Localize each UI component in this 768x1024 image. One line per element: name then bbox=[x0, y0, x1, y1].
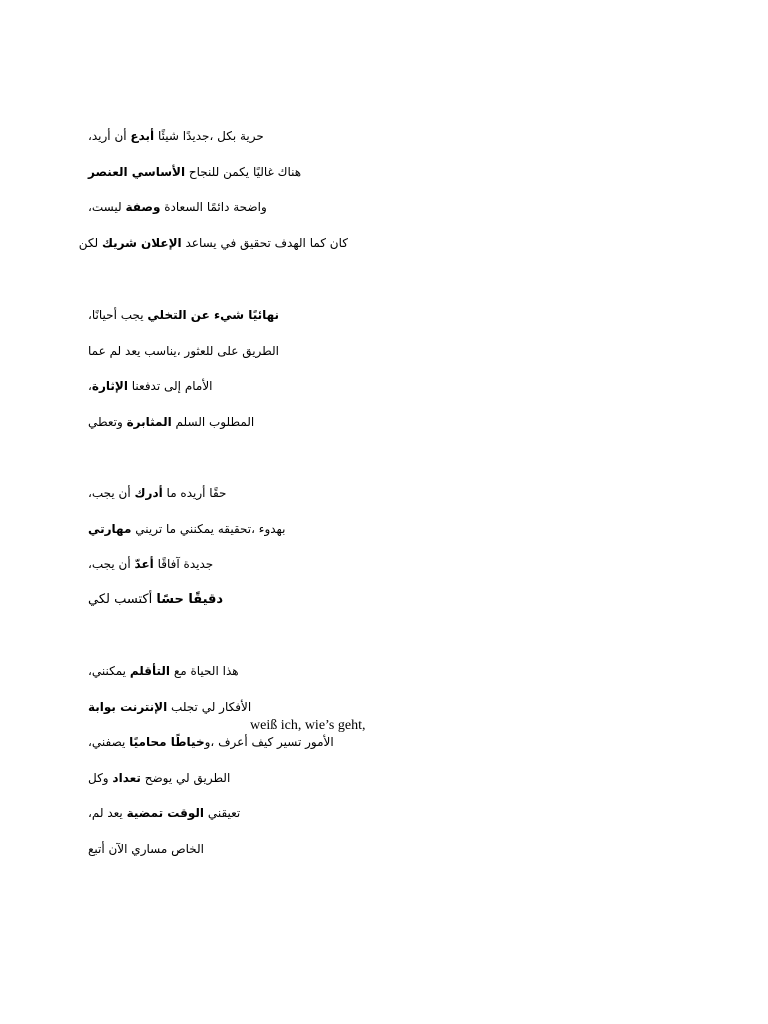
line-text: الخاص مساري الآن أتبع bbox=[88, 842, 204, 856]
line-text: الأفكار لي تجلب bbox=[167, 700, 252, 714]
poem-line bbox=[88, 734, 348, 750]
line-text: هناك غاليًا يكمن للنجاح bbox=[185, 165, 302, 179]
poem-line bbox=[88, 307, 348, 323]
emphasis-text: أعدّ bbox=[134, 557, 154, 571]
poem-line bbox=[88, 805, 348, 821]
emphasis-text: الإنترنت بوابة bbox=[88, 700, 168, 714]
emphasis-text: خياطًا محاميًا bbox=[129, 735, 205, 749]
line-text: وكل bbox=[88, 771, 113, 785]
line-text: يصفني، bbox=[88, 735, 130, 749]
emphasis-text: الأساسي العنصر bbox=[88, 165, 186, 179]
line-text: تعيقني bbox=[204, 806, 241, 820]
line-text: لكن bbox=[78, 236, 102, 250]
poem-line bbox=[88, 164, 348, 180]
line-text: أن يجب، bbox=[88, 557, 135, 571]
overlay-latin-text: weiß ich, wie’s geht, bbox=[250, 718, 366, 733]
line-text: الطريق لي يوضح bbox=[140, 771, 231, 785]
poem-line bbox=[88, 556, 348, 572]
poem-line bbox=[88, 770, 348, 786]
line-text: أن أريد، bbox=[88, 129, 131, 143]
poem-line bbox=[88, 663, 348, 679]
line-text: ، bbox=[88, 379, 92, 393]
poem-line bbox=[88, 485, 348, 501]
line-text: يجب أحيانًا، bbox=[88, 308, 148, 322]
line-text: المطلوب السلم bbox=[171, 415, 255, 429]
poem-line bbox=[88, 592, 348, 608]
emphasis-text: وصفة bbox=[125, 200, 161, 214]
poem-line bbox=[88, 521, 348, 537]
line-text: واضحة دائمًا السعادة bbox=[160, 200, 267, 214]
emphasis-text: تعداد bbox=[112, 771, 141, 785]
line-text: جديدة آفاقًا bbox=[153, 557, 214, 571]
poem-line bbox=[88, 414, 348, 430]
line-text: كان كما الهدف تحقيق في يساعد bbox=[181, 236, 348, 250]
emphasis-text: الوقت تمضية bbox=[126, 806, 205, 820]
emphasis-text: المثابرة bbox=[126, 415, 172, 429]
emphasis-text: دقيقًا حسًا bbox=[156, 592, 224, 607]
poem-line bbox=[78, 235, 348, 251]
emphasis-text: أبدع bbox=[130, 129, 155, 143]
line-text: الأمام إلى تدفعنا bbox=[127, 379, 213, 393]
poem-line bbox=[88, 841, 348, 857]
line-text: هذا الحياة مع bbox=[170, 664, 239, 678]
line-text: حرية بكل ،جديدًا شيئًا bbox=[154, 129, 264, 143]
line-text: يمكنني، bbox=[88, 664, 130, 678]
line-text: ليست، bbox=[88, 200, 126, 214]
emphasis-text: أدرك bbox=[134, 486, 163, 500]
poem-line bbox=[88, 378, 348, 394]
line-text: يعد لم، bbox=[88, 806, 127, 820]
line-text: بهدوء ،تحقيقه يمكنني ما تريني bbox=[131, 522, 286, 536]
line-text: الطريق على للعثور ،يناسب يعد لم عما bbox=[88, 344, 280, 358]
line-text: حقًا أريده ما bbox=[162, 486, 227, 500]
emphasis-text: الإثارة bbox=[91, 379, 128, 393]
line-text: الأمور تسير كيف أعرف ،و bbox=[204, 735, 334, 749]
poem-line bbox=[88, 699, 348, 715]
line-text: وتعطي bbox=[88, 415, 127, 429]
poem-line bbox=[88, 128, 348, 144]
emphasis-text: الإعلان شريك bbox=[101, 236, 182, 250]
emphasis-text: التأقلم bbox=[129, 664, 171, 678]
poem-line bbox=[88, 199, 348, 215]
emphasis-text: مهارتي bbox=[88, 522, 132, 536]
emphasis-text: نهائيًا شيء عن التخلي bbox=[147, 308, 280, 322]
line-text: أن يجب، bbox=[88, 486, 135, 500]
poem-line bbox=[88, 343, 348, 359]
line-text: أكتسب لكي bbox=[88, 592, 157, 607]
